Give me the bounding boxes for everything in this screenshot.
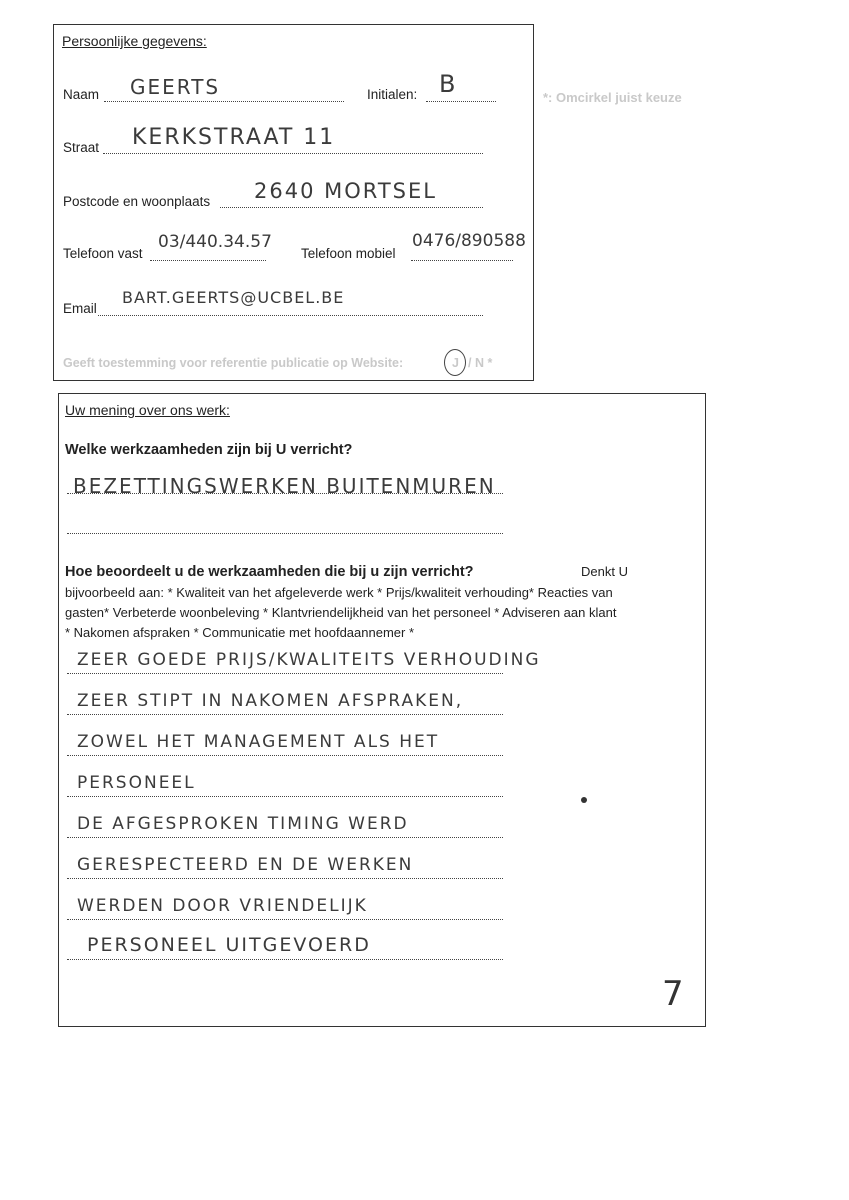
opinion-heading: Uw mening over ons werk:: [65, 402, 230, 418]
answer-line: [67, 837, 503, 838]
email-label: Email: [63, 301, 97, 316]
postcode-field[interactable]: 2640 MORTSEL: [254, 179, 437, 203]
answer-line: [67, 796, 503, 797]
consent-no-option[interactable]: / N *: [468, 356, 493, 370]
answer-line: [67, 755, 503, 756]
hint-line: gasten* Verbeterde woonbeleving * Klantvriendelijkheid van het personeel * Adviseren aan klant: [65, 605, 617, 620]
answer-line: [67, 878, 503, 879]
telefoon-vast-dotted-line: [150, 260, 266, 261]
email-dotted-line: [98, 315, 483, 316]
telefoon-mobiel-label: Telefoon mobiel: [301, 246, 396, 261]
personal-details-heading: Persoonlijke gegevens:: [62, 33, 207, 49]
telefoon-mobiel-dotted-line: [411, 260, 513, 261]
assessment-answer-line[interactable]: ZOWEL HET MANAGEMENT ALS HET: [77, 732, 440, 752]
assessment-answer-line[interactable]: PERSONEEL: [77, 773, 196, 793]
personal-details-section: [53, 24, 534, 381]
assessment-answer-line[interactable]: DE AFGESPROKEN TIMING WERD: [77, 814, 409, 834]
telefoon-vast-field[interactable]: 03/440.34.57: [158, 232, 272, 252]
straat-label: Straat: [63, 140, 100, 155]
assessment-answer-line[interactable]: PERSONEEL UITGEVOERD: [87, 934, 371, 956]
naam-field[interactable]: GEERTS: [130, 75, 221, 99]
postcode-dotted-line: [220, 207, 483, 208]
ink-dot: [581, 797, 587, 803]
assessment-answer-line[interactable]: WERDEN DOOR VRIENDELIJK: [77, 896, 368, 916]
page-mark: 7: [662, 974, 684, 1014]
answer-line: [67, 533, 503, 534]
question-work-done: Welke werkzaamheden zijn bij U verricht?: [65, 442, 353, 458]
hint-lead: Denkt U: [581, 564, 628, 579]
naam-dotted-line: [104, 101, 344, 102]
consent-yes-circle: [444, 349, 466, 376]
answer-line: [67, 714, 503, 715]
answer-line: [67, 959, 503, 960]
answer-line: [67, 673, 503, 674]
straat-field[interactable]: KERKSTRAAT 11: [132, 125, 336, 150]
consent-text: Geeft toestemming voor referentie publicatie op Website:: [63, 356, 404, 370]
naam-label: Naam: [63, 87, 100, 102]
email-field[interactable]: BART.GEERTS@UCBEL.BE: [122, 288, 345, 307]
answer-line: [67, 493, 503, 494]
telefoon-vast-label: Telefoon vast: [63, 246, 143, 261]
straat-dotted-line: [103, 153, 483, 154]
opinion-section: [58, 393, 706, 1027]
postcode-label: Postcode en woonplaats: [63, 194, 211, 209]
telefoon-mobiel-field[interactable]: 0476/890588: [412, 231, 526, 251]
assessment-answer-line[interactable]: ZEER GOEDE PRIJS/KWALITEITS VERHOUDING: [77, 650, 541, 670]
choice-note: *: Omcirkel juist keuze: [543, 90, 682, 105]
hint-line: * Nakomen afspraken * Communicatie met hoofdaannemer *: [65, 625, 415, 640]
consent-yes-option[interactable]: J: [452, 356, 459, 370]
question-assessment: Hoe beoordeelt u de werkzaamheden die bij u zijn verricht?: [65, 564, 474, 580]
answer-line: [67, 919, 503, 920]
assessment-answer-line[interactable]: GERESPECTEERD EN DE WERKEN: [77, 855, 414, 875]
hint-line: bijvoorbeeld aan: * Kwaliteit van het afgeleverde werk * Prijs/kwaliteit verhouding* Reacties van: [65, 585, 613, 600]
initialen-field[interactable]: B: [439, 70, 458, 98]
assessment-answer-line[interactable]: ZEER STIPT IN NAKOMEN AFSPRAKEN,: [77, 691, 464, 711]
initialen-dotted-line: [426, 101, 496, 102]
work-done-answer[interactable]: BEZETTINGSWERKEN BUITENMUREN: [73, 474, 496, 498]
initialen-label: Initialen:: [367, 87, 418, 102]
